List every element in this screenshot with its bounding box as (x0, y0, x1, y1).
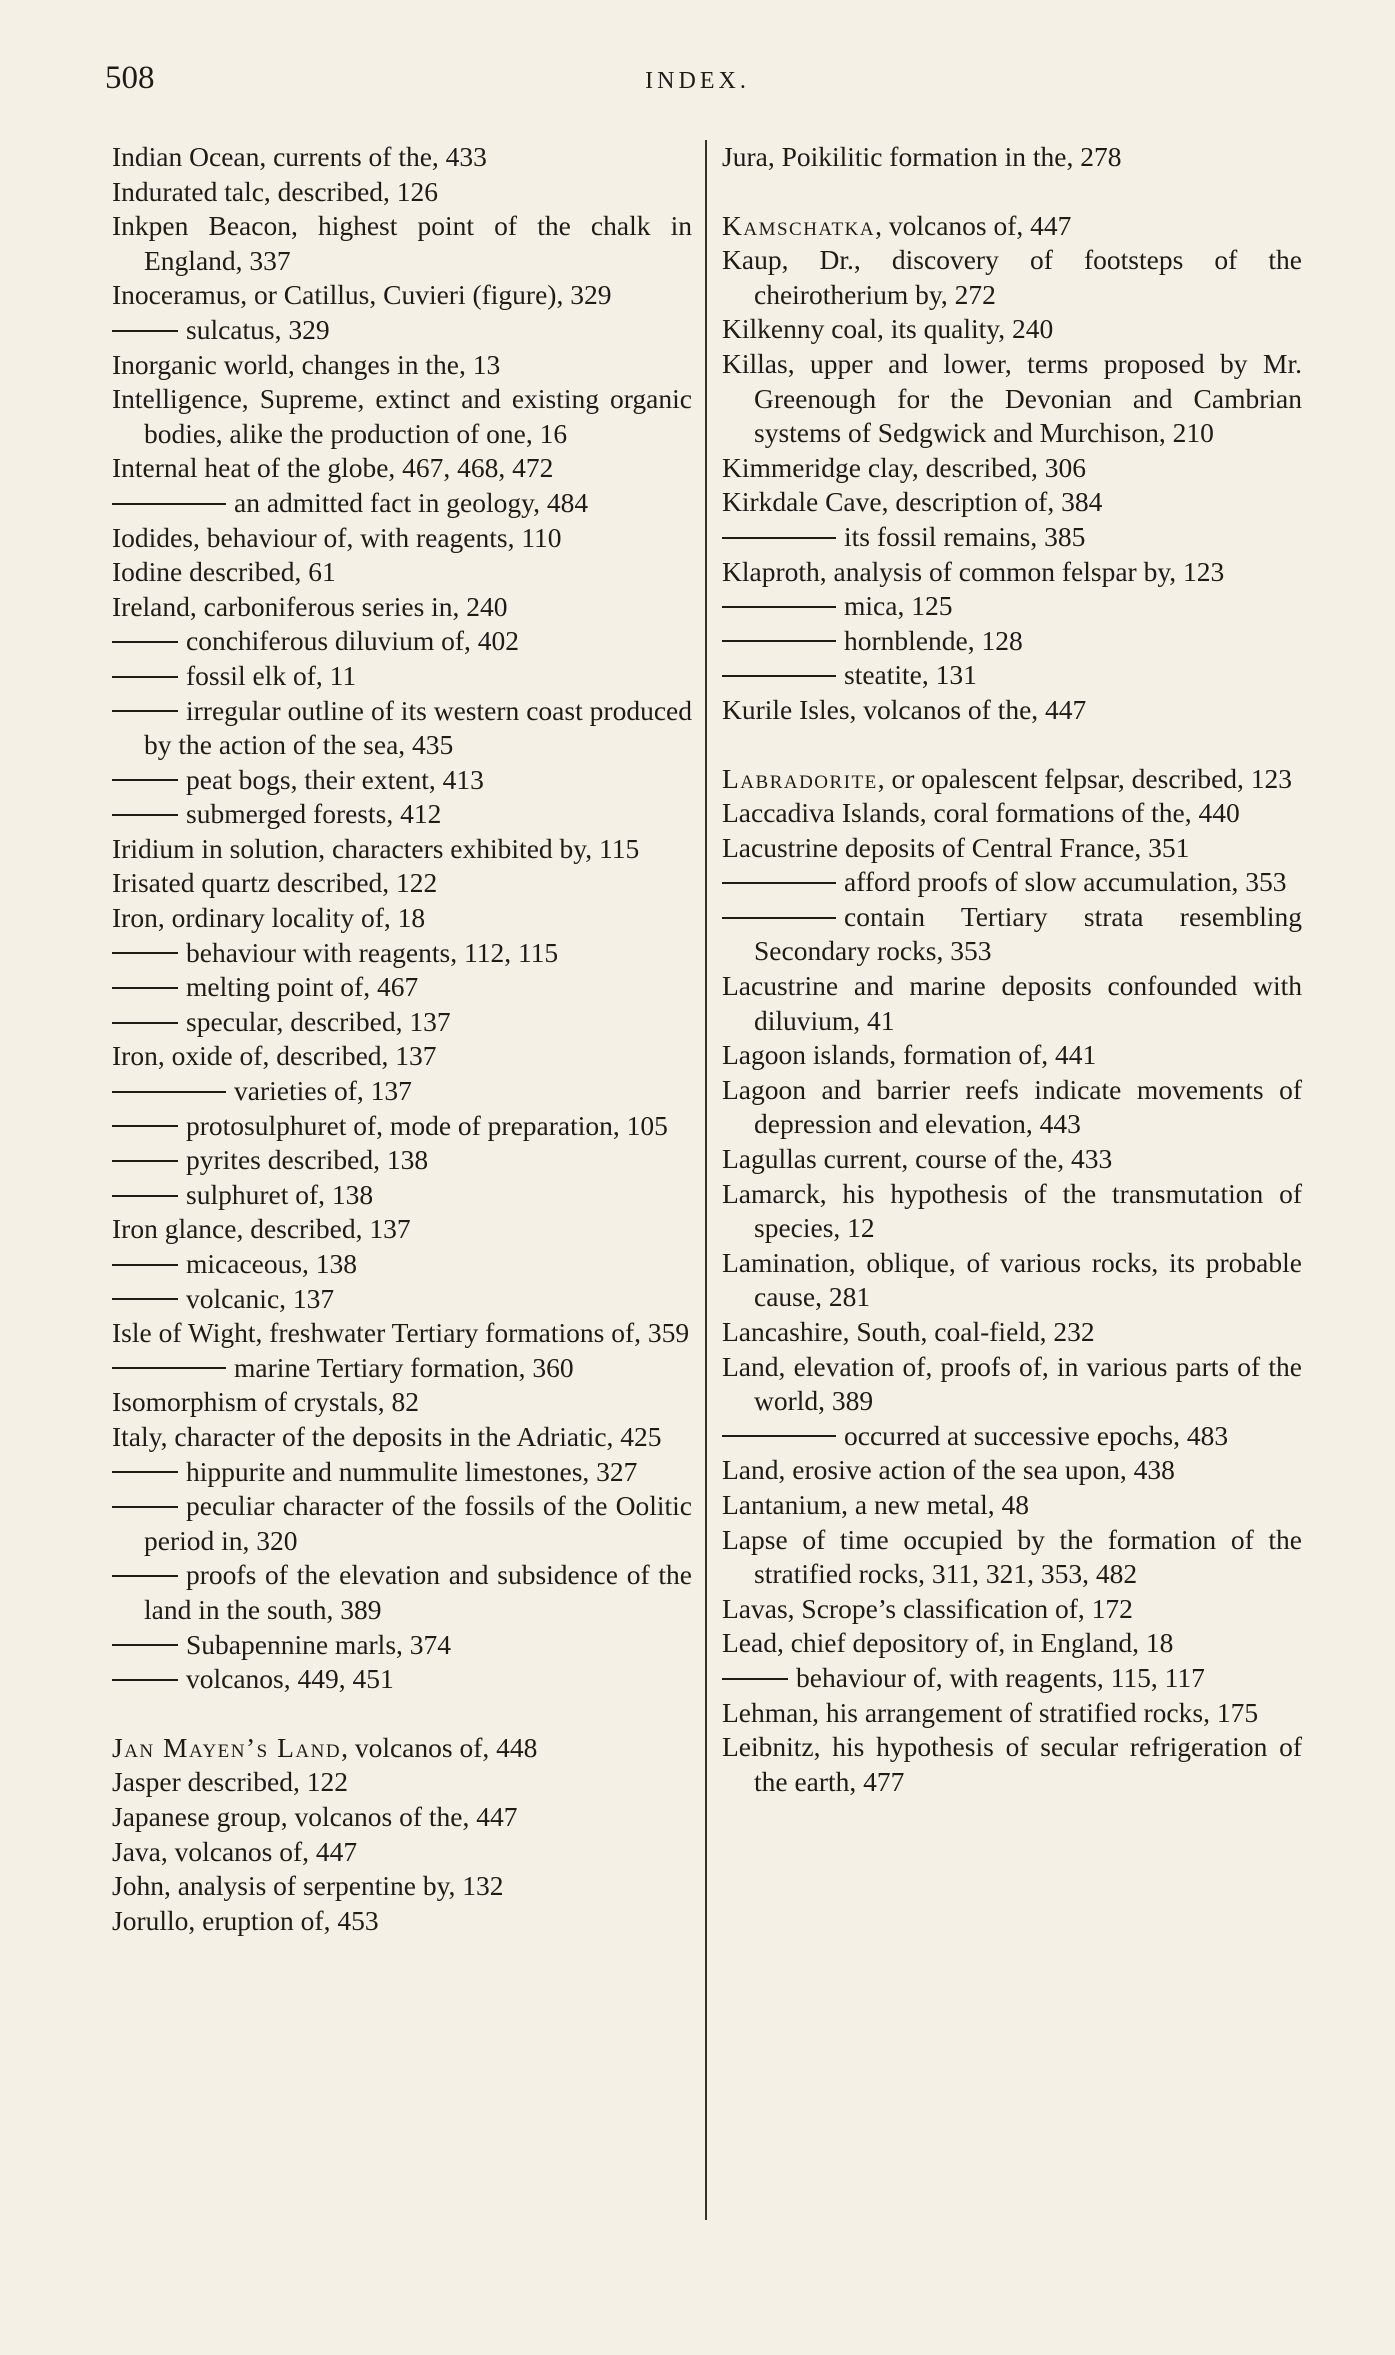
entry-text: mica, 125 (844, 590, 953, 622)
running-head: INDEX. (645, 68, 750, 94)
entry-text: Lapse of time occupied by the formation of the stratified rocks, 311, 321, 353, 482 (722, 1523, 1302, 1590)
index-entry (722, 1453, 1302, 1488)
entry-text: Iodides, behaviour of, with reagents, 110 (112, 521, 562, 553)
entry-text: Lamarck, his hypothesis of the transmutation of species, 12 (722, 1177, 1302, 1244)
index-entry (112, 1420, 692, 1455)
index-entry (722, 1488, 1302, 1523)
index-entry (112, 175, 692, 210)
index-entry (722, 658, 1302, 693)
entry-text: hippurite and nummulite limestones, 327 (186, 1455, 638, 1487)
entry-text: Ireland, carboniferous series in, 240 (112, 590, 508, 622)
index-entry (722, 969, 1302, 1038)
entry-text: Lamination, oblique, of various rocks, its probable cause, 281 (722, 1246, 1302, 1313)
entry-text: fossil elk of, 11 (186, 659, 357, 691)
ditto-dash (112, 1575, 178, 1577)
index-entry (722, 451, 1302, 486)
index-entry (112, 521, 692, 556)
entry-text: specular, described, 137 (186, 1005, 451, 1037)
index-entry (112, 1489, 692, 1558)
entry-text: Inorganic world, changes in the, 13 (112, 348, 501, 380)
entry-text: pyrites described, 138 (186, 1144, 429, 1176)
index-entry (112, 209, 692, 278)
entry-text: submerged forests, 412 (186, 798, 442, 830)
index-entry (722, 1350, 1302, 1419)
index-entry (722, 693, 1302, 728)
ditto-dash (112, 641, 178, 643)
index-column-right (722, 140, 1302, 1799)
index-entry (112, 590, 692, 625)
ditto-dash (722, 537, 836, 539)
index-entry (112, 1005, 692, 1040)
entry-text: Lagoon and barrier reefs indicate movements of depression and elevation, 443 (722, 1073, 1302, 1140)
index-entry (722, 1730, 1302, 1799)
entry-text: Inkpen Beacon, highest point of the chalk in England, 337 (112, 210, 692, 276)
entry-text: sulcatus, 329 (186, 313, 330, 345)
entry-text: John, analysis of serpentine by, 132 (112, 1870, 504, 1902)
index-entry (112, 659, 692, 694)
entry-text: Leibnitz, his hypothesis of secular refrigeration of the earth, 477 (722, 1731, 1302, 1797)
ditto-dash (112, 1367, 226, 1369)
index-entry (112, 1869, 692, 1904)
entry-text: protosulphuret of, mode of preparation, 105 (186, 1109, 668, 1141)
entry-text: Iron, ordinary locality of, 18 (112, 902, 426, 934)
entry-text: Iridium in solution, characters exhibited by, 115 (112, 832, 640, 864)
index-entry (112, 1074, 692, 1109)
index-entry (112, 1212, 692, 1247)
index-entry (112, 278, 692, 313)
entry-text: Italy, character of the deposits in the Adriatic, 425 (112, 1420, 662, 1452)
index-entry (722, 624, 1302, 659)
index-entry (722, 1626, 1302, 1661)
index-entry (112, 624, 692, 659)
entry-text: Laccadiva Islands, coral formations of the, 440 (722, 797, 1240, 829)
entry-text: Kimmeridge clay, described, 306 (722, 451, 1086, 483)
entry-text: Internal heat of the globe, 467, 468, 472 (112, 452, 554, 484)
ditto-dash (722, 606, 836, 608)
section-gap (722, 728, 1302, 762)
entry-text: Jasper described, 122 (112, 1766, 348, 1798)
index-entry (112, 1143, 692, 1178)
index-entry (112, 936, 692, 971)
entry-text: Jorullo, eruption of, 453 (112, 1904, 379, 1936)
index-column-left (112, 140, 692, 1938)
index-entry (722, 900, 1302, 969)
ditto-dash (112, 1022, 178, 1024)
entry-text: micaceous, 138 (186, 1248, 358, 1279)
entry-text: irregular outline of its western coast produced by the action of the sea, 435 (144, 694, 692, 761)
entry-text: Isle of Wight, freshwater Tertiary formations of, 359 (112, 1317, 690, 1349)
entry-text: , volcanos of, 448 (341, 1731, 538, 1763)
ditto-dash (112, 1471, 178, 1473)
index-entry (112, 486, 692, 521)
entry-text: Lagoon islands, formation of, 441 (722, 1039, 1097, 1071)
index-entry (112, 1904, 692, 1939)
entry-text: volcanic, 137 (186, 1282, 335, 1314)
ditto-dash (112, 987, 178, 989)
index-entry (112, 1662, 692, 1697)
index-entry (112, 1835, 692, 1870)
entry-text: Irisated quartz described, 122 (112, 867, 438, 899)
entry-text: melting point of, 467 (186, 971, 419, 1003)
entry-text: behaviour of, with reagents, 115, 117 (796, 1661, 1205, 1693)
index-entry (112, 1282, 692, 1317)
section-gap (722, 175, 1302, 209)
entry-text: varieties of, 137 (234, 1075, 412, 1107)
ditto-dash (722, 917, 836, 919)
ditto-dash (112, 779, 178, 781)
entry-text: Lacustrine and marine deposits confounded with diluvium, 41 (722, 970, 1302, 1036)
entry-text: hornblende, 128 (844, 624, 1023, 656)
ditto-dash (112, 1644, 178, 1646)
entry-text: contain Tertiary strata resembling Secondary rocks, 353 (754, 900, 1302, 967)
index-entry (722, 140, 1302, 175)
entry-text: Japanese group, volcanos of the, 447 (112, 1800, 518, 1832)
index-entry (722, 1142, 1302, 1177)
entry-heading-smallcaps: Labradorite (722, 762, 878, 794)
entry-text: Lantanium, a new metal, 48 (722, 1488, 1029, 1520)
ditto-dash (722, 640, 836, 642)
index-entry (112, 1351, 692, 1386)
index-entry (112, 1731, 692, 1766)
ditto-dash (112, 676, 178, 678)
ditto-dash (112, 710, 178, 712)
index-entry (112, 1039, 692, 1074)
index-entry (112, 763, 692, 798)
entry-text: Iodine described, 61 (112, 556, 336, 588)
index-entry (112, 1628, 692, 1663)
entry-text: Iron glance, described, 137 (112, 1213, 411, 1245)
index-entry (112, 451, 692, 486)
ditto-dash (722, 1435, 836, 1437)
entry-text: occurred at successive epochs, 483 (844, 1419, 1229, 1451)
entry-text: peat bogs, their extent, 413 (186, 763, 484, 795)
index-entry (722, 1073, 1302, 1142)
index-entry (722, 831, 1302, 866)
entry-text: Iron, oxide of, described, 137 (112, 1040, 437, 1072)
ditto-dash (112, 1298, 178, 1300)
entry-heading-smallcaps: Kamschatka (722, 209, 876, 241)
ditto-dash (112, 1091, 226, 1093)
index-entry (722, 865, 1302, 900)
entry-text: Land, erosive action of the sea upon, 438 (722, 1454, 1175, 1486)
entry-text: Indurated talc, described, 126 (112, 175, 439, 207)
ditto-dash (112, 1195, 178, 1197)
index-entry (112, 832, 692, 867)
index-entry (722, 1315, 1302, 1350)
entry-text: Kurile Isles, volcanos of the, 447 (722, 693, 1087, 725)
index-entry (722, 796, 1302, 831)
entry-text: Killas, upper and lower, terms proposed by Mr. Greenough for the Devonian and Cambrian systems of Sedgwick and Murchison, 210 (722, 347, 1302, 449)
entry-text: an admitted fact in geology, 484 (234, 486, 589, 518)
ditto-dash (722, 882, 836, 884)
entry-text: behaviour with reagents, 112, 115 (186, 936, 559, 968)
entry-text: Lavas, Scrope’s classification of, 172 (722, 1592, 1133, 1624)
index-entry (722, 1246, 1302, 1315)
entry-text: Lead, chief depository of, in England, 18 (722, 1627, 1174, 1659)
index-entry (112, 694, 692, 763)
entry-text: Subapennine marls, 374 (186, 1628, 452, 1660)
index-entry (112, 555, 692, 590)
ditto-dash (112, 952, 178, 954)
entry-text: its fossil remains, 385 (844, 520, 1086, 552)
entry-text: Jura, Poikilitic formation in the, 278 (722, 141, 1122, 172)
index-entry (722, 1038, 1302, 1073)
entry-text: steatite, 131 (844, 659, 977, 691)
entry-text: Land, elevation of, proofs of, in various parts of the world, 389 (722, 1350, 1302, 1417)
index-entry (112, 1316, 692, 1351)
index-entry (722, 1592, 1302, 1627)
ditto-dash (112, 330, 178, 332)
index-entry (112, 140, 692, 175)
index-entry (112, 1247, 692, 1282)
entry-text: Lancashire, South, coal-field, 232 (722, 1316, 1095, 1347)
ditto-dash (722, 675, 836, 677)
entry-text: Isomorphism of crystals, 82 (112, 1386, 420, 1418)
index-entry (722, 1523, 1302, 1592)
entry-text: sulphuret of, 138 (186, 1178, 374, 1210)
index-entry (722, 1177, 1302, 1246)
ditto-dash (112, 1506, 178, 1508)
index-entry (722, 520, 1302, 555)
index-entry (112, 970, 692, 1005)
index-entry (112, 1109, 692, 1144)
entry-text: Java, volcanos of, 447 (112, 1835, 358, 1867)
index-entry (722, 312, 1302, 347)
section-gap (112, 1697, 692, 1731)
entry-text: Kirkdale Cave, description of, 384 (722, 486, 1103, 518)
ditto-dash (112, 1264, 178, 1266)
entry-text: Intelligence, Supreme, extinct and existing organic bodies, alike the production of one, 16 (112, 383, 692, 449)
index-entry (112, 1800, 692, 1835)
index-entry (722, 485, 1302, 520)
index-entry (112, 1765, 692, 1800)
entry-text: marine Tertiary formation, 360 (234, 1351, 574, 1383)
index-entry (112, 1385, 692, 1420)
ditto-dash (112, 1679, 178, 1681)
index-entry (112, 901, 692, 936)
entry-heading-smallcaps: Jan Mayen’s Land (112, 1731, 342, 1763)
index-entry (112, 382, 692, 451)
entry-text: , volcanos of, 447 (875, 209, 1072, 241)
ditto-dash (112, 503, 226, 505)
index-entry (722, 589, 1302, 624)
ditto-dash (112, 1125, 178, 1127)
index-entry (112, 1455, 692, 1490)
entry-text: Lacustrine deposits of Central France, 351 (722, 831, 1190, 863)
index-entry (112, 866, 692, 901)
index-entry (112, 348, 692, 383)
entry-text: proofs of the elevation and subsidence of the land in the south, 389 (144, 1559, 692, 1625)
index-entry (722, 209, 1302, 244)
index-entry (722, 1661, 1302, 1696)
index-entry (112, 797, 692, 832)
entry-text: , or opalescent felpsar, described, 123 (877, 762, 1293, 794)
ditto-dash (722, 1678, 788, 1680)
index-entry (722, 1419, 1302, 1454)
ditto-dash (112, 814, 178, 816)
entry-text: volcanos, 449, 451 (186, 1663, 394, 1695)
page-number: 508 (105, 60, 155, 96)
entry-text: conchiferous diluvium of, 402 (186, 625, 519, 657)
index-entry (722, 762, 1302, 797)
index-entry (722, 1696, 1302, 1731)
index-entry (112, 1558, 692, 1627)
entry-text: Kaup, Dr., discovery of footsteps of the cheirotherium by, 272 (722, 244, 1302, 310)
entry-text: Klaproth, analysis of common felspar by, 123 (722, 555, 1225, 587)
index-entry (722, 347, 1302, 451)
entry-text: Indian Ocean, currents of the, 433 (112, 141, 487, 172)
index-entry (722, 555, 1302, 590)
index-entry (112, 1178, 692, 1213)
entry-text: Inoceramus, or Catillus, Cuvieri (figure), 329 (112, 279, 612, 311)
entry-text: peculiar character of the fossils of the Oolitic period in, 320 (144, 1490, 692, 1556)
ditto-dash (112, 1160, 178, 1162)
entry-text: Kilkenny coal, its quality, 240 (722, 313, 1054, 345)
entry-text: afford proofs of slow accumulation, 353 (844, 866, 1287, 898)
entry-text: Lehman, his arrangement of stratified rocks, 175 (722, 1696, 1259, 1728)
index-entry (722, 243, 1302, 312)
index-entry (112, 313, 692, 348)
column-divider (705, 140, 707, 2220)
entry-text: Lagullas current, course of the, 433 (722, 1143, 1113, 1175)
